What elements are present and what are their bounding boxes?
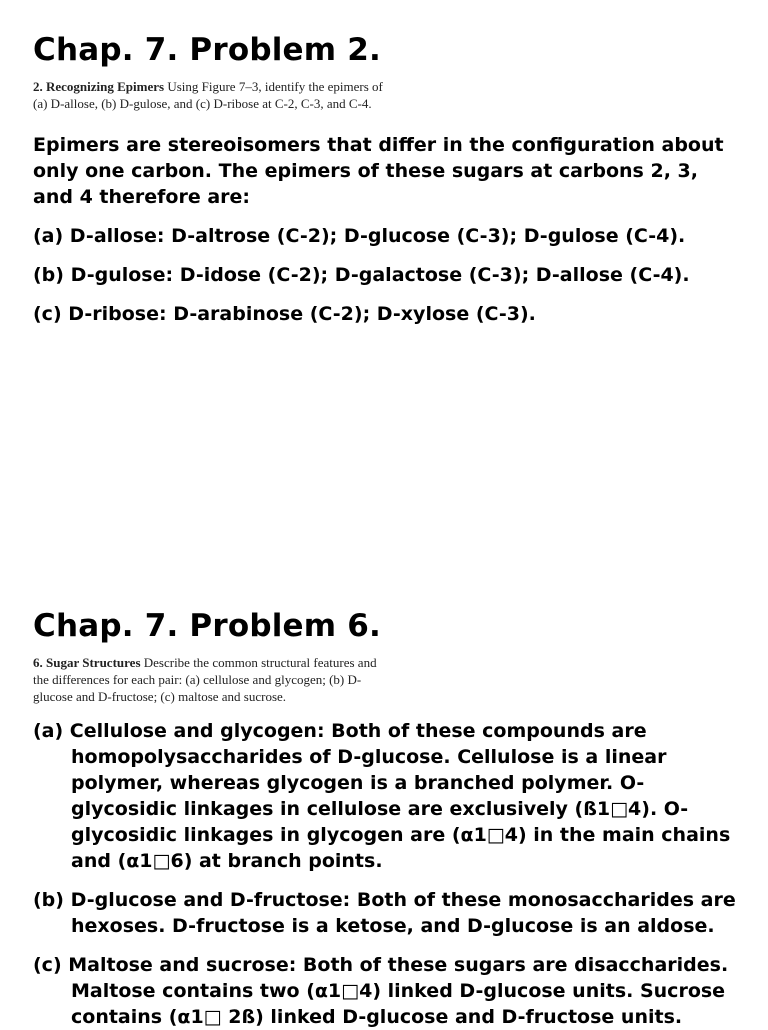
- problem-2-excerpt-text: Using Figure 7–3, identify the epimers of (a) D-allose, (b) D-gulose, and (c) D-ribose at C-2, C-3, and C-4.: [33, 79, 383, 111]
- problem-2-excerpt-heading: Recognizing Epimers: [46, 79, 165, 94]
- problem-2-intro: Epimers are stereoisomers that differ in the configuration about only one carbon. The epimers of these sugars at carbons 2, 3, and 4 therefore are:: [33, 134, 724, 208]
- problem-2-excerpt: [33, 78, 383, 112]
- problem-2-answer-a: (a) D-allose: D-altrose (C-2); D-glucose (C-3); D-gulose (C-4).: [33, 225, 686, 247]
- problem-2-title: Chap. 7. Problem 2.: [33, 32, 382, 68]
- problem-2-answer-b: (b) D-gulose: D-idose (C-2); D-galactose (C-3); D-allose (C-4).: [33, 264, 690, 286]
- problem-6-section: [33, 606, 738, 1030]
- problem-6-excerpt-number: 6.: [33, 655, 43, 670]
- problem-6-answer-c: (c) Maltose and sucrose: Both of these sugars are disaccharides. Maltose contains two (α1□4) linked D-glucose units. Sucrose contains (α1□ 2ß) linked D-glucose and D-fructose units.: [33, 954, 729, 1028]
- problem-2-answer-c: (c) D-ribose: D-arabinose (C-2); D-xylose (C-3).: [33, 303, 536, 325]
- problem-2-excerpt-number: 2.: [33, 79, 43, 94]
- problem-6-excerpt: [33, 654, 383, 705]
- problem-6-excerpt-text: Describe the common structural features and the differences for each pair: (a) cellulose and glycogen; (b) D-glucose and D-fructose; (c) maltose and sucrose.: [33, 655, 377, 704]
- problem-6-excerpt-heading: Sugar Structures: [46, 655, 141, 670]
- problem-6-answer-b: (b) D-glucose and D-fructose: Both of these monosaccharides are hexoses. D-fructose is a ketose, and D-glucose is an aldose.: [33, 889, 736, 937]
- problem-6-answer-a: (a) Cellulose and glycogen: Both of these compounds are homopolysaccharides of D-glucose. Cellulose is a linear polymer, whereas glycogen is a branched polymer. O-glycosidic linkages in cellulose are exclusively (ß1□4). O-glycosidic linkages in glycogen are (α1□4) in the main chains and (α1□6) at branch points.: [33, 720, 731, 872]
- problem-6-title: Chap. 7. Problem 6.: [33, 608, 382, 644]
- problem-2-section: [33, 30, 738, 327]
